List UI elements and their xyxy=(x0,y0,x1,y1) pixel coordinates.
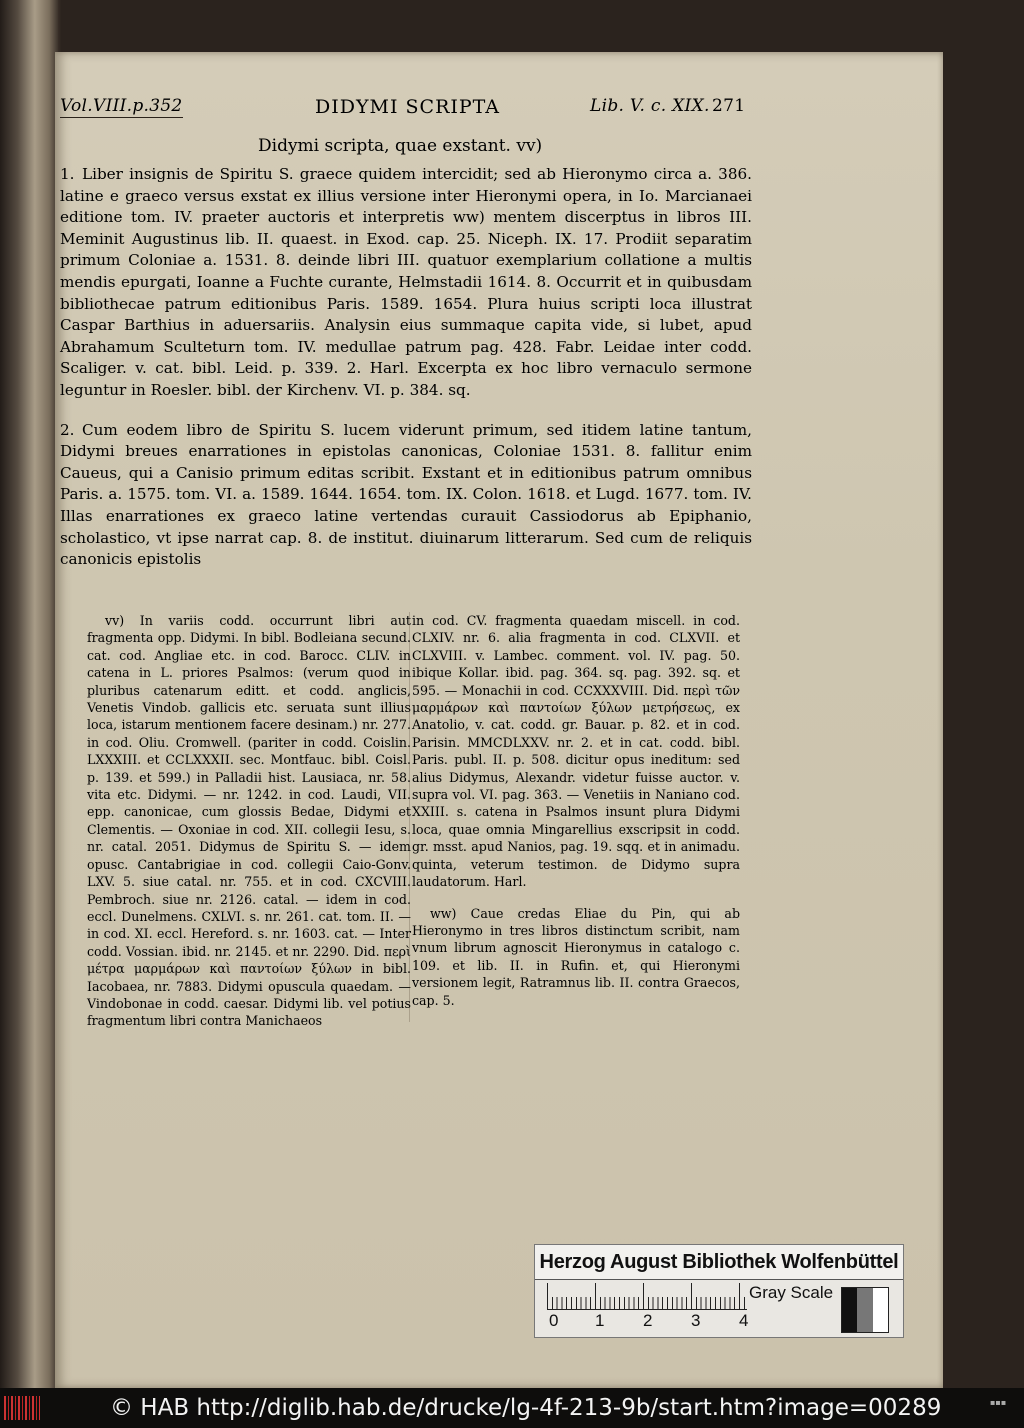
footnote-ww: ww) Caue credas Eliae du Pin, qui ab Hieronymo in tres libros distinctum scribit, nam vnum librum agnoscit Hieronymus in catalogo c. 109. et lib. II. in Rufin. et, qui Hieronymi versionem legit, Ratramnus lib. II. contra Graecos, cap. 5. xyxy=(412,905,740,1008)
scale-number: 4 xyxy=(739,1311,749,1330)
bottom-status-bar xyxy=(0,1388,1024,1428)
main-text xyxy=(60,164,752,589)
scale-ruler-major-ticks xyxy=(547,1283,747,1309)
book-chapter-reference: Lib. V. c. XIX. xyxy=(590,96,710,116)
previous-page-edge xyxy=(0,0,58,1388)
footnotes-right-column xyxy=(412,612,740,1023)
column-divider xyxy=(409,612,410,1022)
footnotes-left-column xyxy=(87,612,411,1044)
gray-scale-swatch xyxy=(841,1287,889,1333)
footnote-vv: vv) In variis codd. occurrunt libri aut fragmenta opp. Didymi. In bibl. Bodleiana secund. cat. cod. Angliae etc. in cod. Barocc. CLIV. in catena in L. priores Psalmos: (verum quod in pluribus catenarum editt. et codd. anglicis, Venetis Vindob. gallicis etc. seruata sunt illius loca, istarum mentionem facere desinam.) nr. 277. in cod. Oliu. Cromwell. (pariter in codd. Coislin. LXXXIII. et CCLXXXII. sec. Montfauc. bibl. Coisl. p. 139. et 599.) in Palladii hist. Lausiaca, nr. 58. vita etc. Didymi. — nr. 1242. in cod. Laudi, VII. epp. canonicae, cum glossis Bedae, Didymi et Clementis. — Oxoniae in cod. XII. collegii Iesu, s. nr. catal. 2051. Didymus de Spiritu S. — idem opusc. Cantabrigiae in cod. collegii Caio-Gonv. LXV. 5. siue catal. nr. 755. et in cod. CXCVIII. Pembroch. siue nr. 2126. catal. — idem in cod. eccl. Dunelmens. CXLVI. s. nr. 261. cat. tom. II. — in cod. XI. eccl. Hereford. s. nr. 1603. cat. — Inter codd. Vossian. ibid. nr. 2145. et nr. 2290. Did. περὶ μέτρα μαρμάρων καὶ παντοίων ξύλων in bibl. Iacobaea, nr. 7883. Didymi opuscula quaedam. — Vindobonae in codd. caesar. Didymi lib. vel potius fragmentum libri contra Manichaeos xyxy=(87,613,411,1029)
swatch-black xyxy=(842,1288,857,1332)
item-number: 2. xyxy=(60,420,75,439)
list-item xyxy=(60,420,752,571)
item-text: Liber insignis de Spiritu S. graece quidem intercidit; sed ab Hieronymo circa a. 386. latine e graeco versus exstat ex illius versione inter Hieronymi opera, in Io. Marcianaei editione tom. IV. praeter auctoris et interpretis ww) mentem discerptus in libros III. Meminit Augustinus lib. II. quaest. in Exod. cap. 25. Niceph. IX. 17. Prodiit separatim primum Coloniae a. 1531. 8. deinde libri III. quatuor exemplarium collatione a multis mendis epurgati, Ioanne a Fuchte curante, Helmstadii 1614. 8. Occurrit et in quibusdam bibliothecae patrum editionibus Paris. 1589. 1654. Plura huius scripti loca illustrat Caspar Barthius in aduersariis. Analysin eius summaque capita vide, si lubet, apud Abrahamum Sculteturn tom. IV. medullae patrum pag. 428. Fabr. Leidae inter codd. Scaliger. v. cat. bibl. Leid. p. 339. 2. Harl. Excerpta ex hoc libro vernaculo sermone leguntur in Roesler. bibl. der Kirchenv. VI. p. 384. sq. xyxy=(60,165,752,399)
corner-mark-icon: ▪▪▪ xyxy=(990,1398,1007,1407)
item-number: 1. xyxy=(60,165,75,183)
volume-reference: Vol.VIII.p.352 xyxy=(60,96,183,116)
library-name: Herzog August Bibliothek Wolfenbüttel xyxy=(535,1245,903,1280)
scale-number: 0 xyxy=(549,1311,559,1330)
running-head xyxy=(60,96,760,124)
scale-number: 1 xyxy=(595,1311,605,1330)
source-link[interactable]: © HAB http://diglib.hab.de/drucke/lg-4f-213-9b/start.htm?image=00289 xyxy=(110,1395,942,1421)
scale-number: 2 xyxy=(643,1311,653,1330)
section-title: Didymi scripta, quae exstant. vv) xyxy=(258,136,543,156)
item-text: Cum eodem libro de Spiritu S. lucem viderunt primum, sed itidem latine tantum, Didymi breues enarrationes in epistolas canonicas, Coloniae 1531. 8. fallitur enim Caueus, qui a Canisio primum editas scribit. Exstant et in editionibus patrum omnibus Paris. a. 1575. tom. VI. a. 1589. 1644. 1654. tom. IX. Colon. 1618. et Lugd. 1677. tom. IV. Illas enarrationes ex graeco latine vertendas curauit Cassiodorus ab Epiphanio, scholastico, vt ipse narrat cap. 8. de institut. diuinarum litterarum. Sed cum de reliquis canonicis epistolis xyxy=(60,420,752,569)
scale-numbers xyxy=(543,1311,763,1333)
list-item xyxy=(60,164,752,402)
scale-number: 3 xyxy=(691,1311,701,1330)
gray-scale-label: Gray Scale xyxy=(749,1283,834,1302)
swatch-white xyxy=(873,1288,888,1332)
page-number: 271 xyxy=(712,96,746,116)
calibration-target xyxy=(534,1244,904,1338)
running-title: DIDYMI SCRIPTA xyxy=(315,96,501,118)
swatch-gray xyxy=(857,1288,872,1332)
barcode-icon xyxy=(4,1396,40,1420)
footnote-vv-continued: in cod. CV. fragmenta quaedam miscell. in cod. CLXIV. nr. 6. alia fragmenta in cod. CLXVII. et CLXVIII. v. Lambec. comment. vol. IV. pag. 50. ibique Kollar. ibid. pag. 364. sq. pag. 392. sq. et 595. — Monachii in cod. CCXXXVIII. Did. περὶ τῶν μαρμάρων καὶ παντοίων ξύλων μετρήσεως, ex Anatolio, v. cat. codd. gr. Bauar. p. 82. et in cod. Parisin. MMCDLXXV. nr. 2. et in cat. codd. bibl. Paris. publ. II. p. 508. dicitur opus ineditum: sed alius Didymus, Alexandr. videtur fuisse auctor. v. supra vol. VI. pag. 363. — Venetiis in Naniano cod. XXIII. s. catena in Psalmos insunt plura Didymi loca, quae omnia Mingarellius exscripsit in codd. gr. msst. apud Nanios, pag. 19. sqq. et in animadu. quinta, veterum testimon. de Didymo supra laudatorum. Harl. xyxy=(412,613,740,890)
